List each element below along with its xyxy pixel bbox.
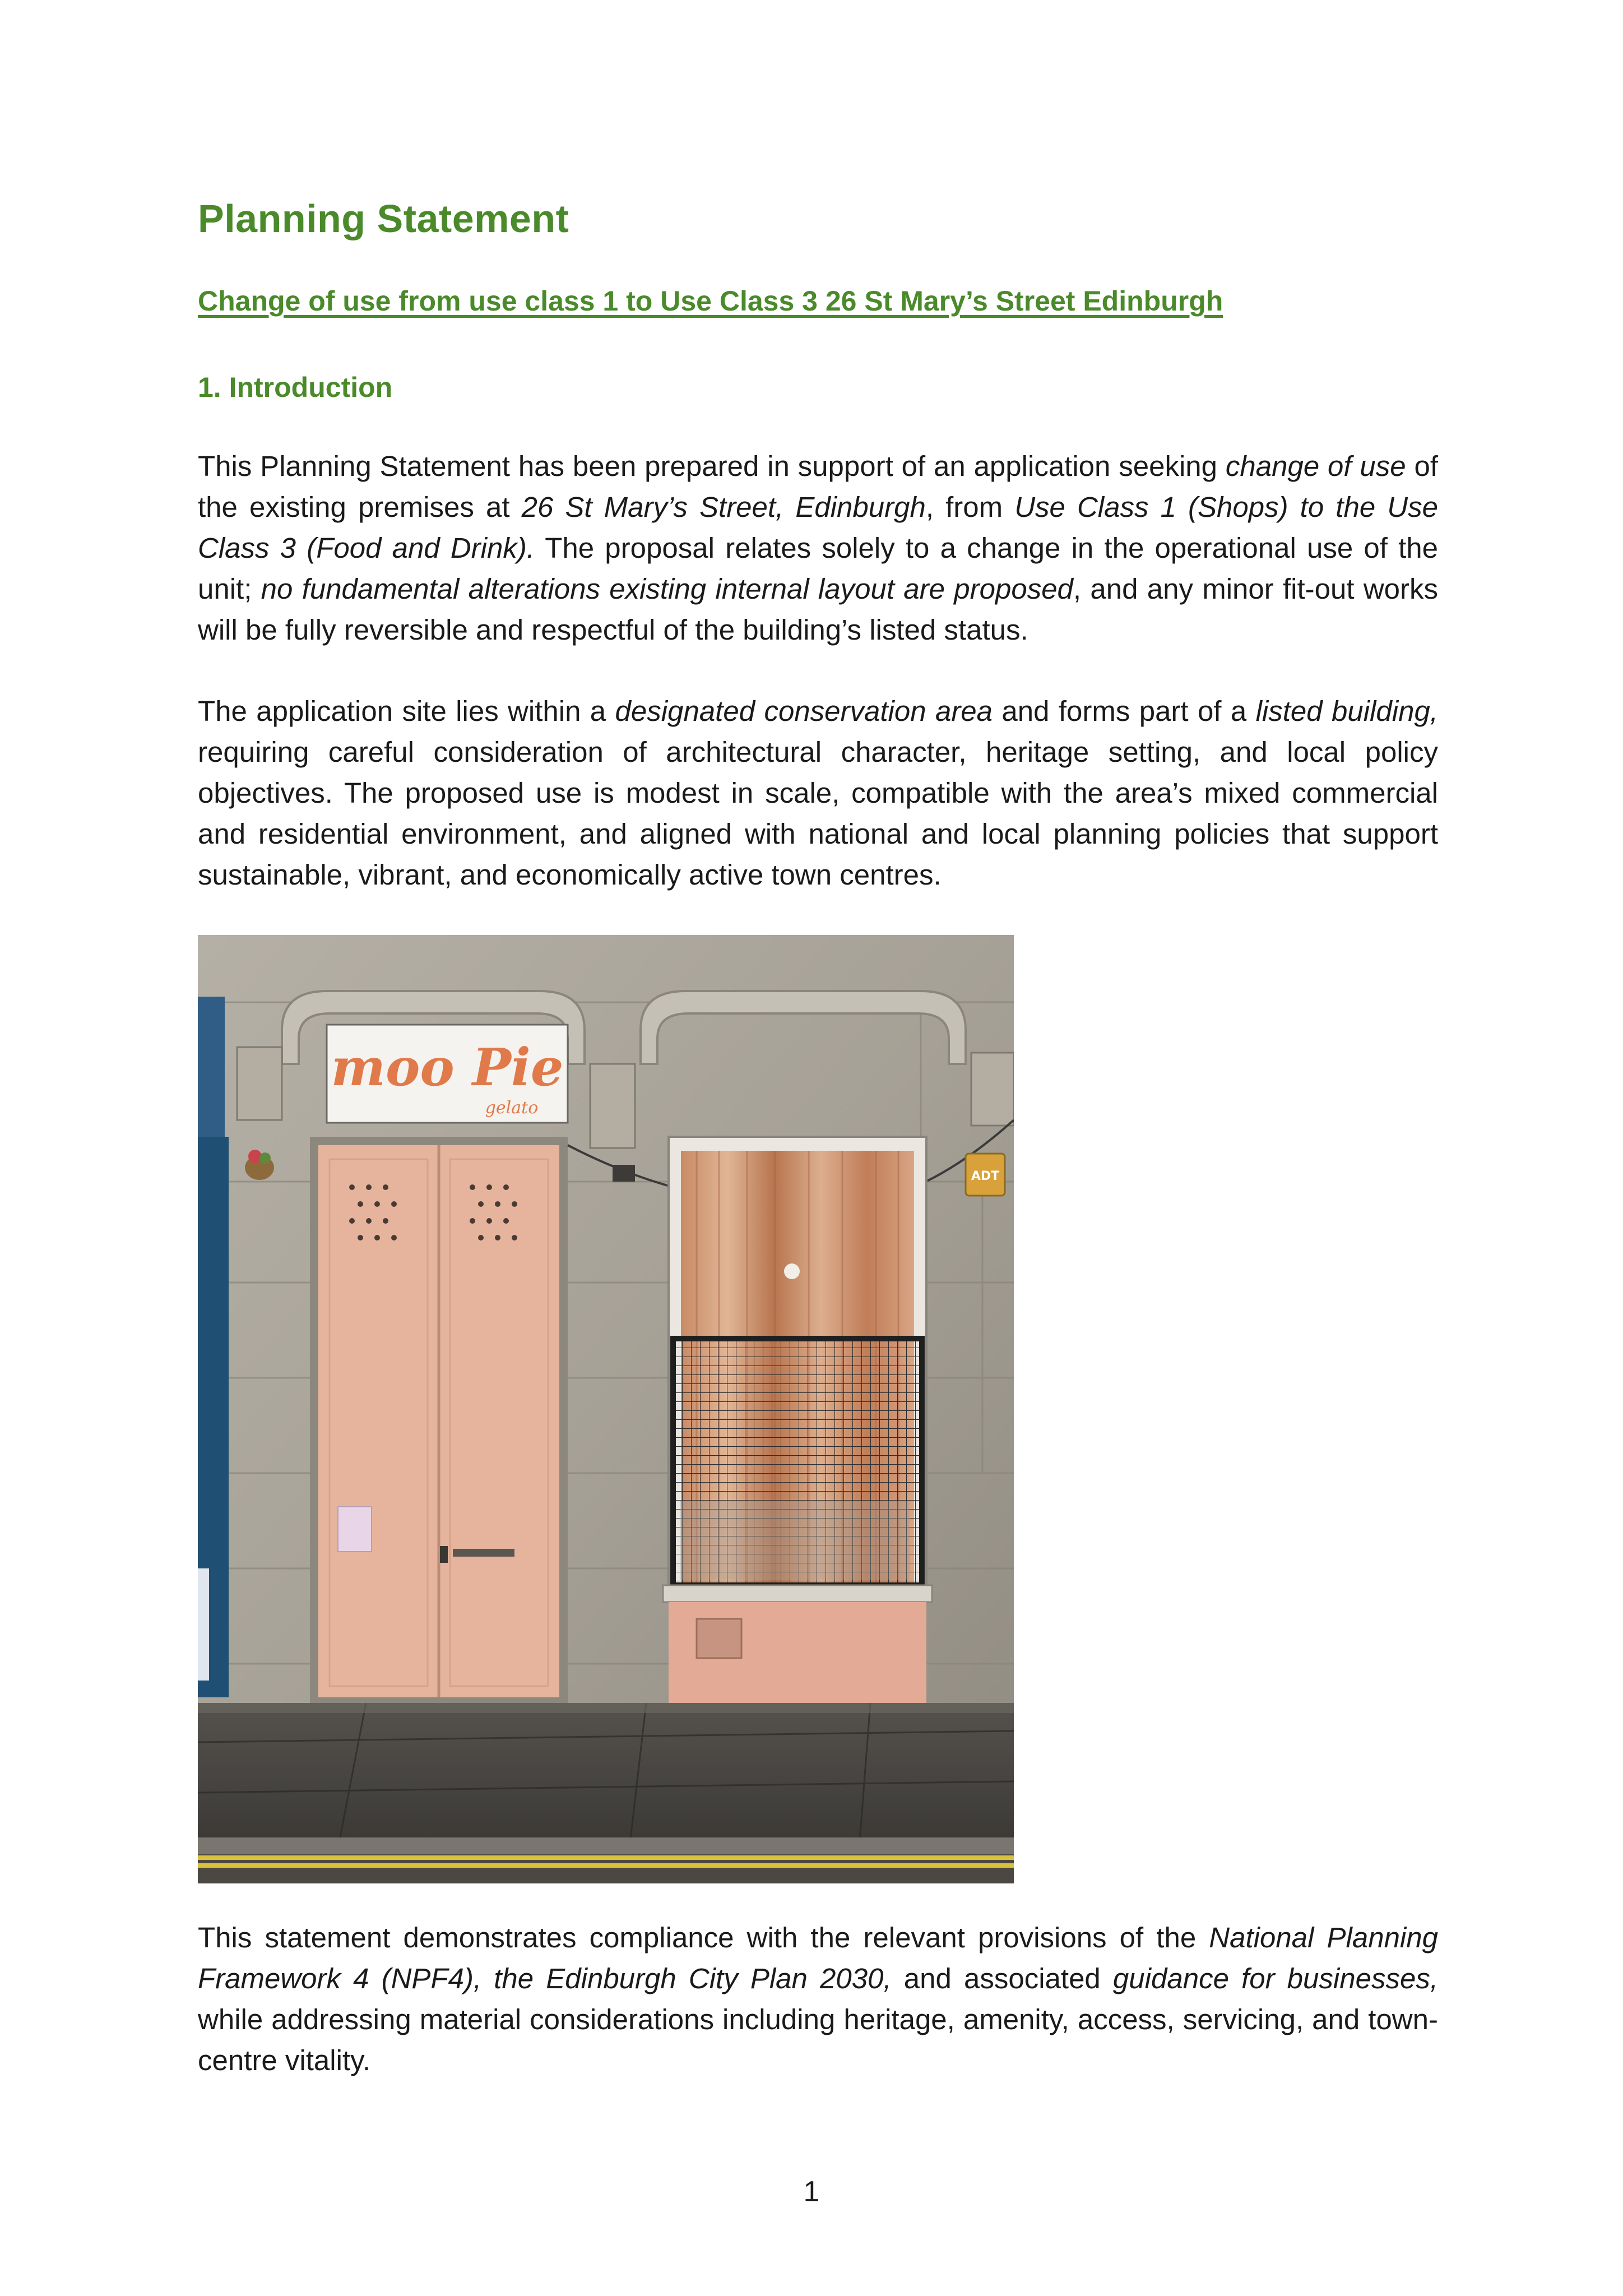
shopfront-photo xyxy=(198,935,1014,1883)
intro-paragraph-2: The application site lies within a designated conservation area and forms part of a listed building, requiring careful consideration of architectural character, heritage setting, and local policy objectives. The proposed use is modest in scale, compatible with the area’s mixed commercial and residential environment, and aligned with national and local planning policies that support sustainable, vibrant, and economically active town centres. xyxy=(198,695,1438,891)
shop-sign-text: moo Pie xyxy=(331,1037,564,1098)
document-subtitle: Change of use from use class 1 to Use Class 3 26 St Mary’s Street Edinburgh xyxy=(198,285,1223,317)
page-title: Planning Statement xyxy=(198,197,569,240)
alarm-box-text: ADT xyxy=(971,1169,1000,1183)
page-number: 1 xyxy=(803,2175,820,2208)
shop-sign-subtext: gelato xyxy=(485,1098,539,1118)
section-heading-introduction: 1. Introduction xyxy=(198,372,393,403)
compliance-paragraph: This statement demonstrates compliance with the relevant provisions of the National Planning Framework 4 (NPF4), the Edinburgh City Plan 2030, and associated guidance for businesses, while addressing material considerations including heritage, amenity, access, servicing, and town-centre vitality. xyxy=(198,1922,1439,2076)
intro-paragraph-1: This Planning Statement has been prepared in support of an application seeking change of use of the existing premises at 26 St Mary’s Street, Edinburgh, from Use Class 1 (Shops) to the Use Class 3 (Food and Drink). The proposal relates solely to a change in the operational use of the unit; no fundamental alterations existing internal layout are proposed, and any minor fit-out works will be fully reversible and respectful of the building’s listed status. xyxy=(198,450,1439,646)
